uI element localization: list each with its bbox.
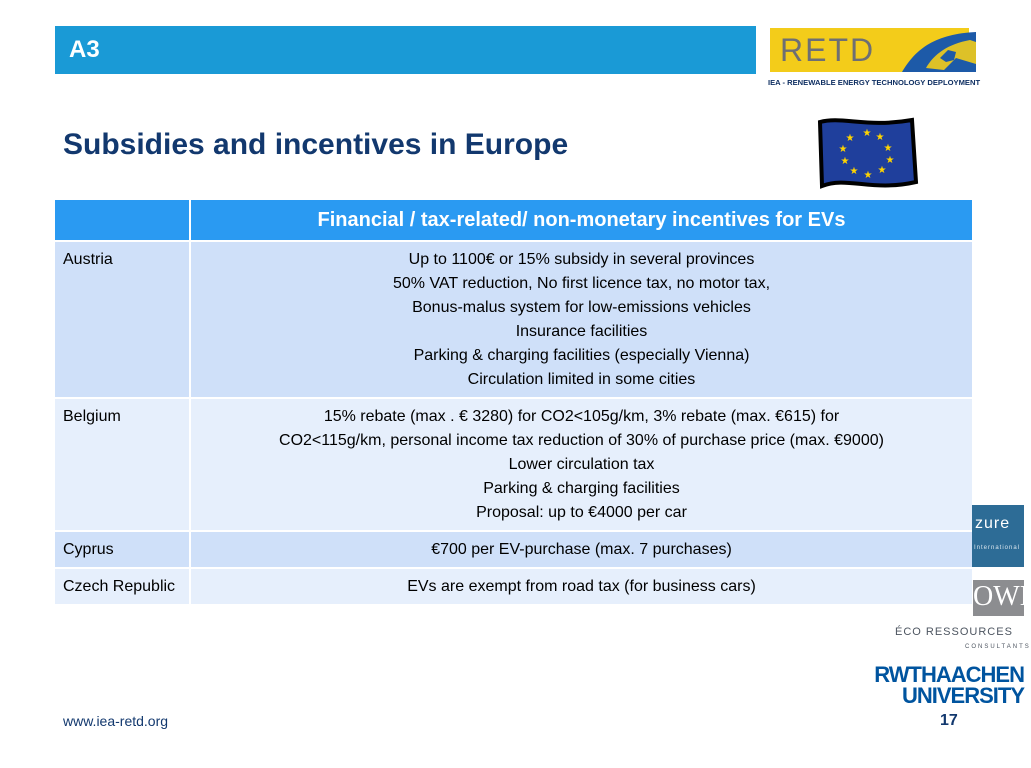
svg-text:★: ★ — [877, 165, 887, 176]
table-row — [54, 398, 973, 531]
incentive-line: Parking & charging facilities (especially Vienna) — [413, 347, 750, 364]
incentive-line: Up to 1100€ or 15% subsidy in several provinces — [408, 251, 755, 268]
incentive-line: 50% VAT reduction, No first licence tax, no motor tax, — [392, 275, 771, 292]
table-row — [54, 568, 973, 605]
svg-text:★: ★ — [863, 170, 873, 181]
country-cell: Cyprus — [54, 531, 190, 568]
svg-text:★: ★ — [845, 133, 855, 144]
country-cell: Czech Republic — [54, 568, 190, 605]
svg-text:★: ★ — [838, 144, 848, 155]
incentive-line: Circulation limited in some cities — [467, 371, 696, 388]
incentives-cell — [190, 241, 973, 398]
incentive-line: Lower circulation tax — [508, 456, 655, 473]
incentive-line: Bonus-malus system for low-emissions vehicles — [412, 299, 751, 316]
svg-text:★: ★ — [849, 166, 859, 177]
incentive-line: CO2<115g/km, personal income tax reduction of 30% of purchase price (max. €9000) — [279, 432, 884, 449]
table-header-row — [54, 199, 973, 241]
incentives-table — [53, 198, 974, 606]
rwth-aachen-logo — [874, 664, 1024, 710]
svg-text:★: ★ — [883, 143, 893, 154]
retd-logo — [766, 26, 981, 88]
incentive-line: Parking & charging facilities — [483, 480, 680, 497]
azure-logo-subtext: International — [974, 545, 1021, 551]
incentives-cell — [190, 531, 973, 568]
country-cell: Belgium — [54, 398, 190, 531]
incentive-line: Proposal: up to €4000 per car — [476, 504, 687, 521]
header-incentives: Financial / tax-related/ non-monetary incentives for EVs — [190, 199, 973, 241]
owi-logo — [973, 580, 1029, 616]
incentives-cell — [190, 568, 973, 605]
rwth-logo-line2: UNIVERSITY — [901, 683, 1024, 708]
azure-logo — [972, 505, 1024, 567]
svg-text:★: ★ — [885, 155, 895, 166]
incentives-cell — [190, 398, 973, 531]
svg-text:★: ★ — [840, 156, 850, 167]
incentive-line: EVs are exempt from road tax (for business cars) — [407, 578, 756, 595]
rwth-logo-line1: RWTHAACHEN — [874, 662, 1024, 687]
section-header-bar — [55, 26, 756, 74]
europe-map-icon — [896, 28, 976, 72]
retd-logo-text: RETD — [780, 32, 876, 68]
svg-text:★: ★ — [875, 132, 885, 143]
retd-tagline: IEA - RENEWABLE ENERGY TECHNOLOGY DEPLOYMENT — [768, 78, 981, 87]
eco-ressources-logo — [895, 624, 1031, 654]
azure-logo-text: zure — [975, 515, 1011, 532]
country-cell: Austria — [54, 241, 190, 398]
header-empty-cell — [54, 199, 190, 241]
footer-url-link[interactable]: www.iea-retd.org — [63, 713, 169, 729]
eco-logo-text: ÉCO RESSOURCES — [895, 626, 1013, 638]
incentive-line: 15% rebate (max . € 3280) for CO2<105g/km, 3% rebate (max. €615) for — [323, 408, 840, 425]
svg-text:★: ★ — [862, 128, 872, 139]
eco-logo-subtext: CONSULTANTS — [965, 644, 1031, 650]
owi-logo-text: OWI — [973, 581, 1029, 612]
eu-flag-icon — [812, 114, 922, 194]
page-title: Subsidies and incentives in Europe — [63, 128, 569, 161]
page-number: 17 — [940, 712, 958, 729]
retd-logo-box — [770, 28, 969, 72]
incentive-line: €700 per EV-purchase (max. 7 purchases) — [431, 541, 732, 558]
incentive-line: Insurance facilities — [515, 323, 648, 340]
table-row — [54, 531, 973, 568]
section-label: A3 — [69, 36, 100, 63]
table-row — [54, 241, 973, 398]
